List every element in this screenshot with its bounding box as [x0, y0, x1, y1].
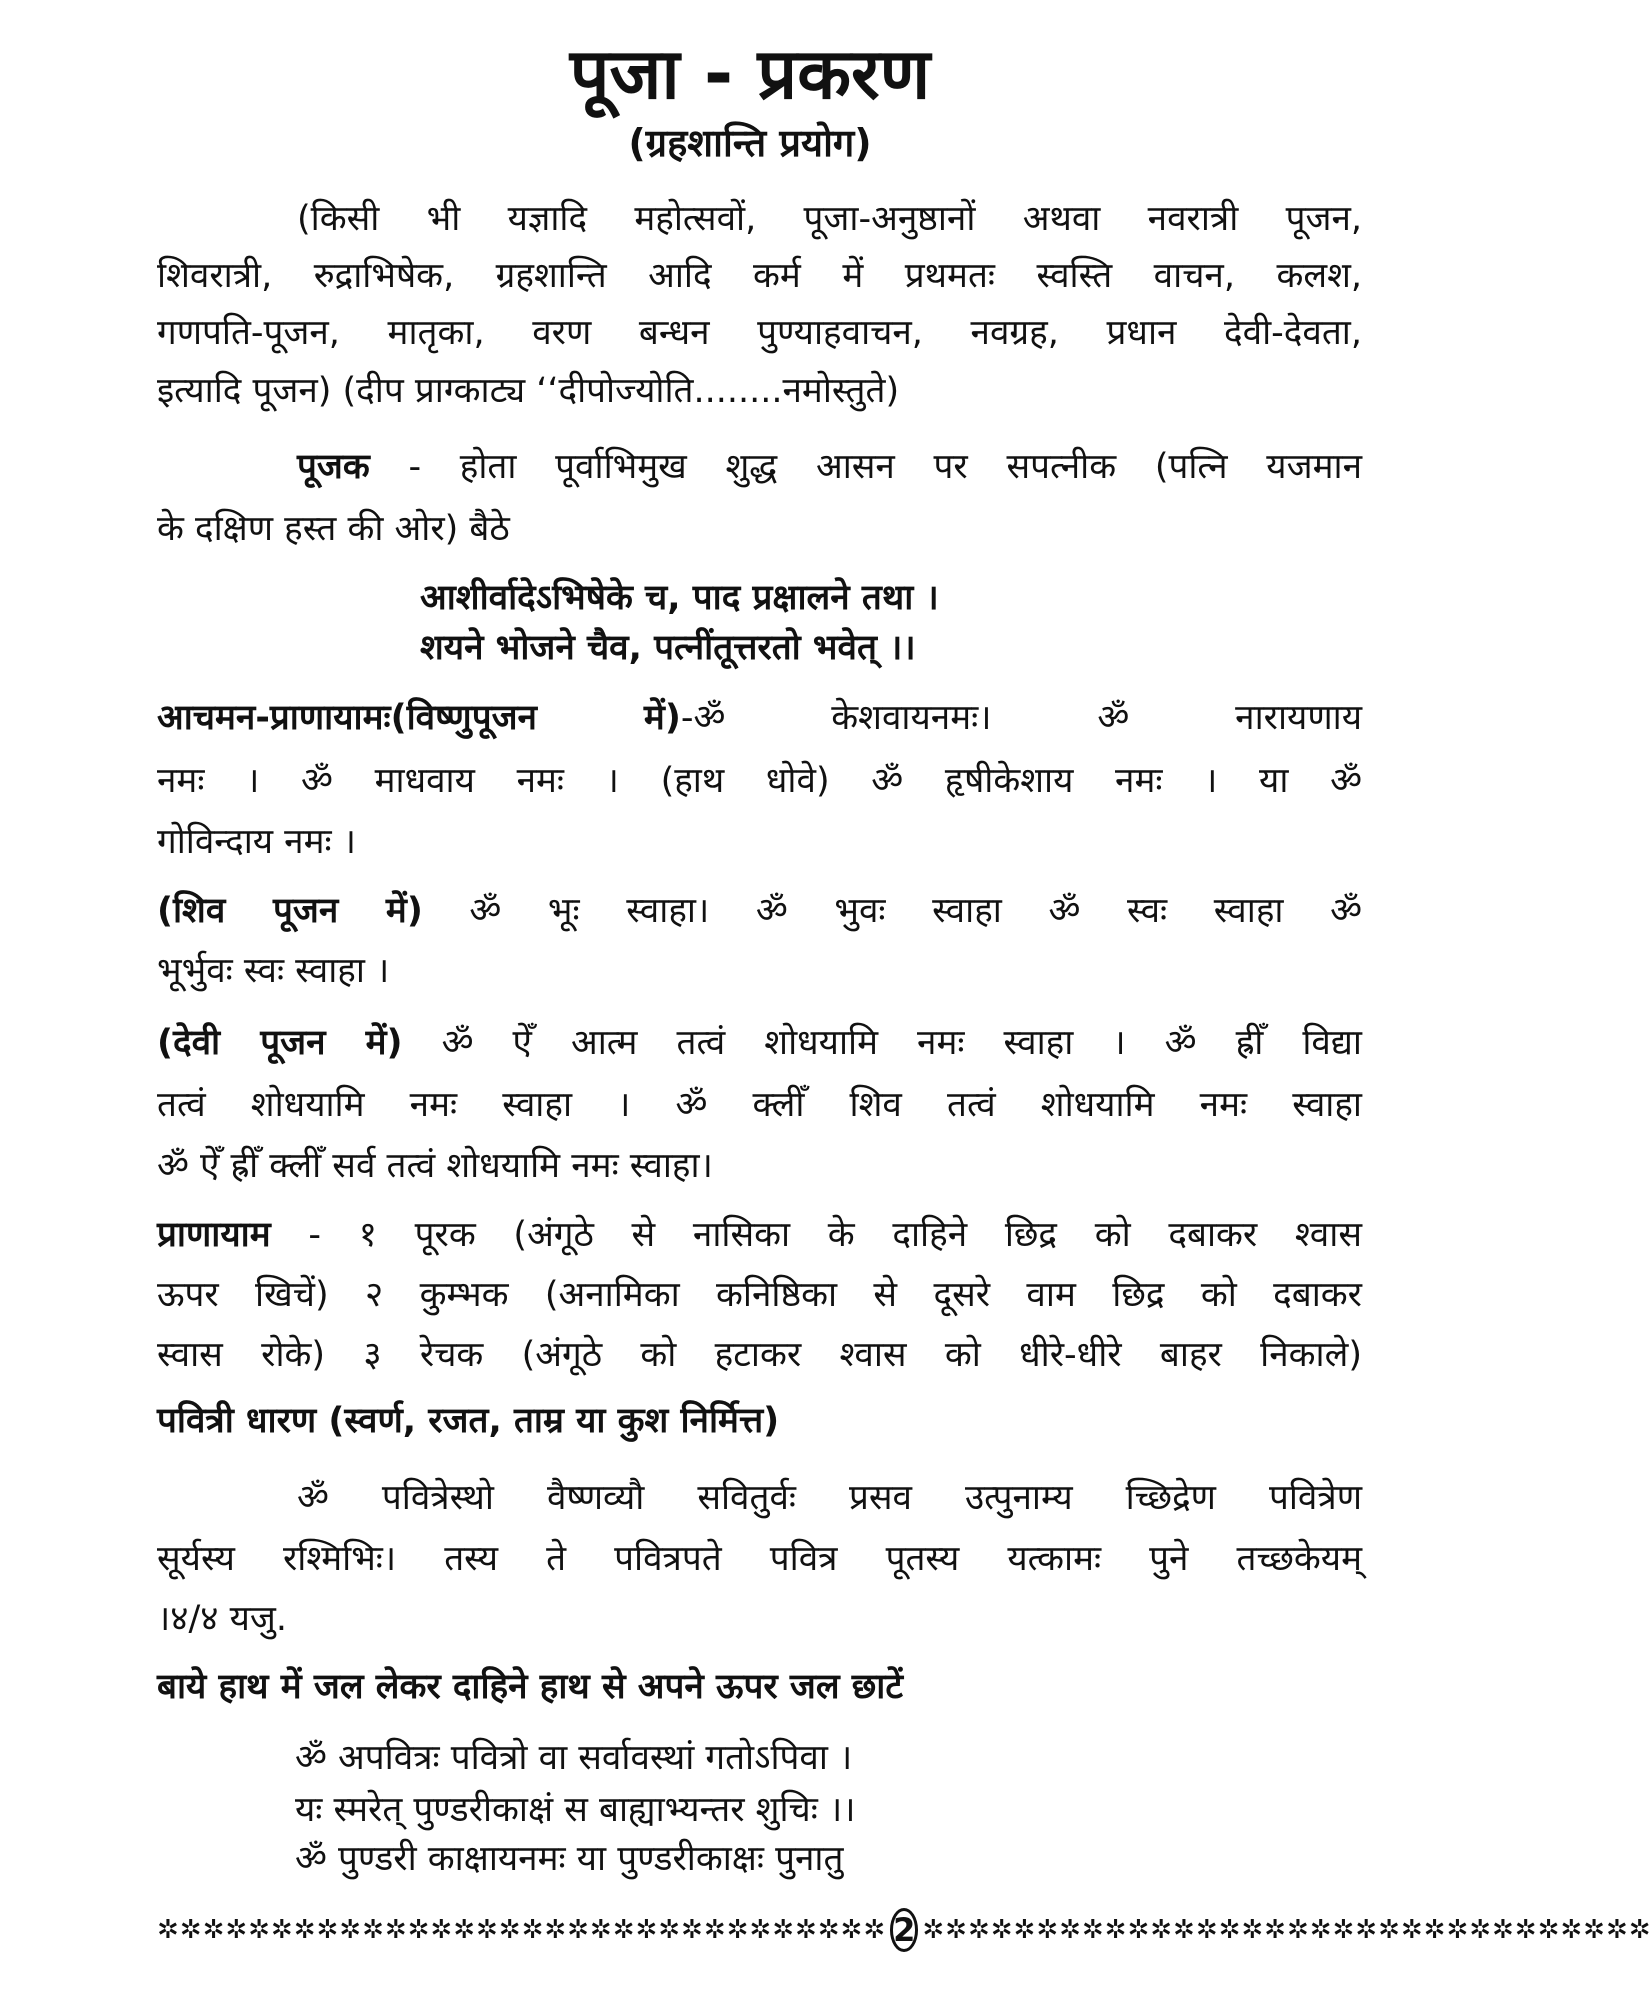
text-line — [157, 1662, 1362, 1712]
body-text: स्वास रोके) ३ रेचक (अंगूठे को हटाकर श्वास को धीरे-धीरे बाहर निकाले) — [157, 1335, 1362, 1375]
body-text: ॐ अपवित्रः पवित्रो वा सर्वावस्थां गतोऽपिवा । — [295, 1738, 853, 1778]
ornament-border-left: ✲✲✲✲✲✲✲✲✲✲✲✲✲✲✲✲✲✲✲✲✲✲✲✲✲✲✲✲✲✲✲✲ — [157, 1915, 887, 1945]
text-line — [157, 504, 1362, 554]
text-line — [157, 251, 1362, 301]
text-line — [157, 442, 1362, 492]
body-text: -ॐ केशवायनमः। ॐ नारायणाय — [680, 698, 1362, 738]
text-line — [157, 817, 1362, 867]
text-line — [157, 1330, 1362, 1380]
text-line — [157, 194, 1362, 244]
body-text: नमः । ॐ माधवाय नमः । (हाथ धोवे) ॐ हृषीकेशाय नमः । या ॐ — [157, 761, 1362, 801]
body-text: शयने भोजने चैव, पत्नींतूत्तरतो भवेत् ।। — [420, 628, 916, 668]
body-text: भूर्भुवः स्वः स्वाहा । — [157, 951, 390, 991]
text-line — [157, 1141, 1362, 1191]
body-text: ।४/४ यजु. — [157, 1599, 287, 1639]
bold-heading-text: आचमन-प्राणायामः(विष्णुपूजन में) — [157, 698, 681, 738]
text-line — [420, 623, 1100, 673]
body-text: ॐ पवित्रेस्थो वैष्णव्यौ सवितुर्वः प्रसव उत्पुनाम्य च्छिद्रेण पवित्रेण — [297, 1478, 1362, 1518]
text-line — [157, 1473, 1362, 1523]
body-text: ॐ ऐँ ह्रीँ क्लीँ सर्व तत्वं शोधयामि नमः स्वाहा। — [157, 1146, 713, 1186]
bold-heading-text: प्राणायाम — [157, 1215, 271, 1255]
text-line — [157, 1270, 1362, 1320]
body-text: गोविन्दाय नमः । — [157, 822, 357, 862]
body-text: शिवरात्री, रुद्राभिषेक, ग्रहशान्ति आदि कर्म में प्रथमतः स्वस्ति वाचन, कलश, — [157, 256, 1362, 296]
page-title: पूजा - प्रकरण — [569, 33, 931, 115]
bold-heading-text: पूजक — [297, 447, 370, 487]
body-text: ऊपर खिचें) २ कुम्भक (अनामिका कनिष्ठिका से दूसरे वाम छिद्र को दबाकर — [157, 1275, 1362, 1315]
text-line — [157, 756, 1362, 806]
text-line — [295, 1733, 1195, 1783]
text-line — [157, 308, 1362, 358]
body-text: तत्वं शोधयामि नमः स्वाहा । ॐ क्लीँ शिव तत्वं शोधयामि नमः स्वाहा — [157, 1085, 1362, 1125]
text-line — [157, 1018, 1362, 1068]
text-line — [157, 1396, 1362, 1446]
text-line — [295, 1834, 1195, 1884]
body-text: यः स्मरेत् पुण्डरीकाक्षं स बाह्याभ्यन्तर शुचिः ।। — [295, 1790, 856, 1830]
bold-heading-text: (शिव पूजन में) — [157, 891, 423, 931]
ornament-border-right: ✲✲✲✲✲✲✲✲✲✲✲✲✲✲✲✲✲✲✲✲✲✲✲✲✲✲✲✲✲✲✲✲ — [922, 1915, 1652, 1945]
text-line — [157, 1534, 1362, 1584]
body-text: आशीर्वादेऽभिषेके च, पाद प्रक्षालने तथा । — [420, 578, 939, 618]
bold-heading-text: बाये हाथ में जल लेकर दाहिने हाथ से अपने ऊपर जल छाटें — [157, 1667, 904, 1707]
body-text: के दक्षिण हस्त की ओर) बैठे — [157, 509, 510, 549]
bold-heading-text: पवित्री धारण (स्वर्ण, रजत, ताम्र या कुश निर्मित्त) — [157, 1401, 780, 1441]
text-line — [157, 693, 1362, 743]
body-text: - १ पूरक (अंगूठे से नासिका के दाहिने छिद्र को दबाकर श्वास — [270, 1215, 1362, 1255]
text-line — [157, 1594, 1362, 1644]
text-line — [157, 366, 1362, 416]
body-text: ॐ भूः स्वाहा। ॐ भुवः स्वाहा ॐ स्वः स्वाहा ॐ — [422, 891, 1362, 931]
page-subtitle: (ग्रहशान्ति प्रयोग) — [628, 121, 872, 165]
body-text: ॐ पुण्डरी काक्षायनमः या पुण्डरीकाक्षः पुनातु — [295, 1839, 844, 1879]
text-line — [157, 1210, 1362, 1260]
body-text: ॐ ऐँ आत्म तत्वं शोधयामि नमः स्वाहा । ॐ ह्रीँ विद्या — [402, 1023, 1362, 1063]
page-footer — [157, 1908, 1652, 1952]
bold-heading-text: (देवी पूजन में) — [157, 1023, 403, 1063]
text-line — [157, 1080, 1362, 1130]
body-text: गणपति-पूजन, मातृका, वरण बन्धन पुण्याहवाचन, नवग्रह, प्रधान देवी-देवता, — [157, 313, 1362, 353]
body-text: इत्यादि पूजन) (दीप प्राग्काट्य ‘‘दीपोज्योति........नमोस्तुते) — [157, 371, 900, 411]
body-text: सूर्यस्य रश्मिभिः। तस्य ते पवित्रपते पवित्र पूतस्य यत्कामः पुने तच्छकेयम् — [157, 1539, 1362, 1579]
page-number: 2 — [890, 1908, 918, 1952]
text-line — [420, 573, 1100, 623]
body-text: - होता पूर्वाभिमुख शुद्ध आसन पर सपत्नीक (पत्नि यजमान — [369, 447, 1362, 487]
text-line — [157, 886, 1362, 936]
text-line — [295, 1785, 1195, 1835]
text-line — [157, 946, 1362, 996]
body-text: (किसी भी यज्ञादि महोत्सवों, पूजा-अनुष्ठानों अथवा नवरात्री पूजन, — [297, 199, 1362, 239]
